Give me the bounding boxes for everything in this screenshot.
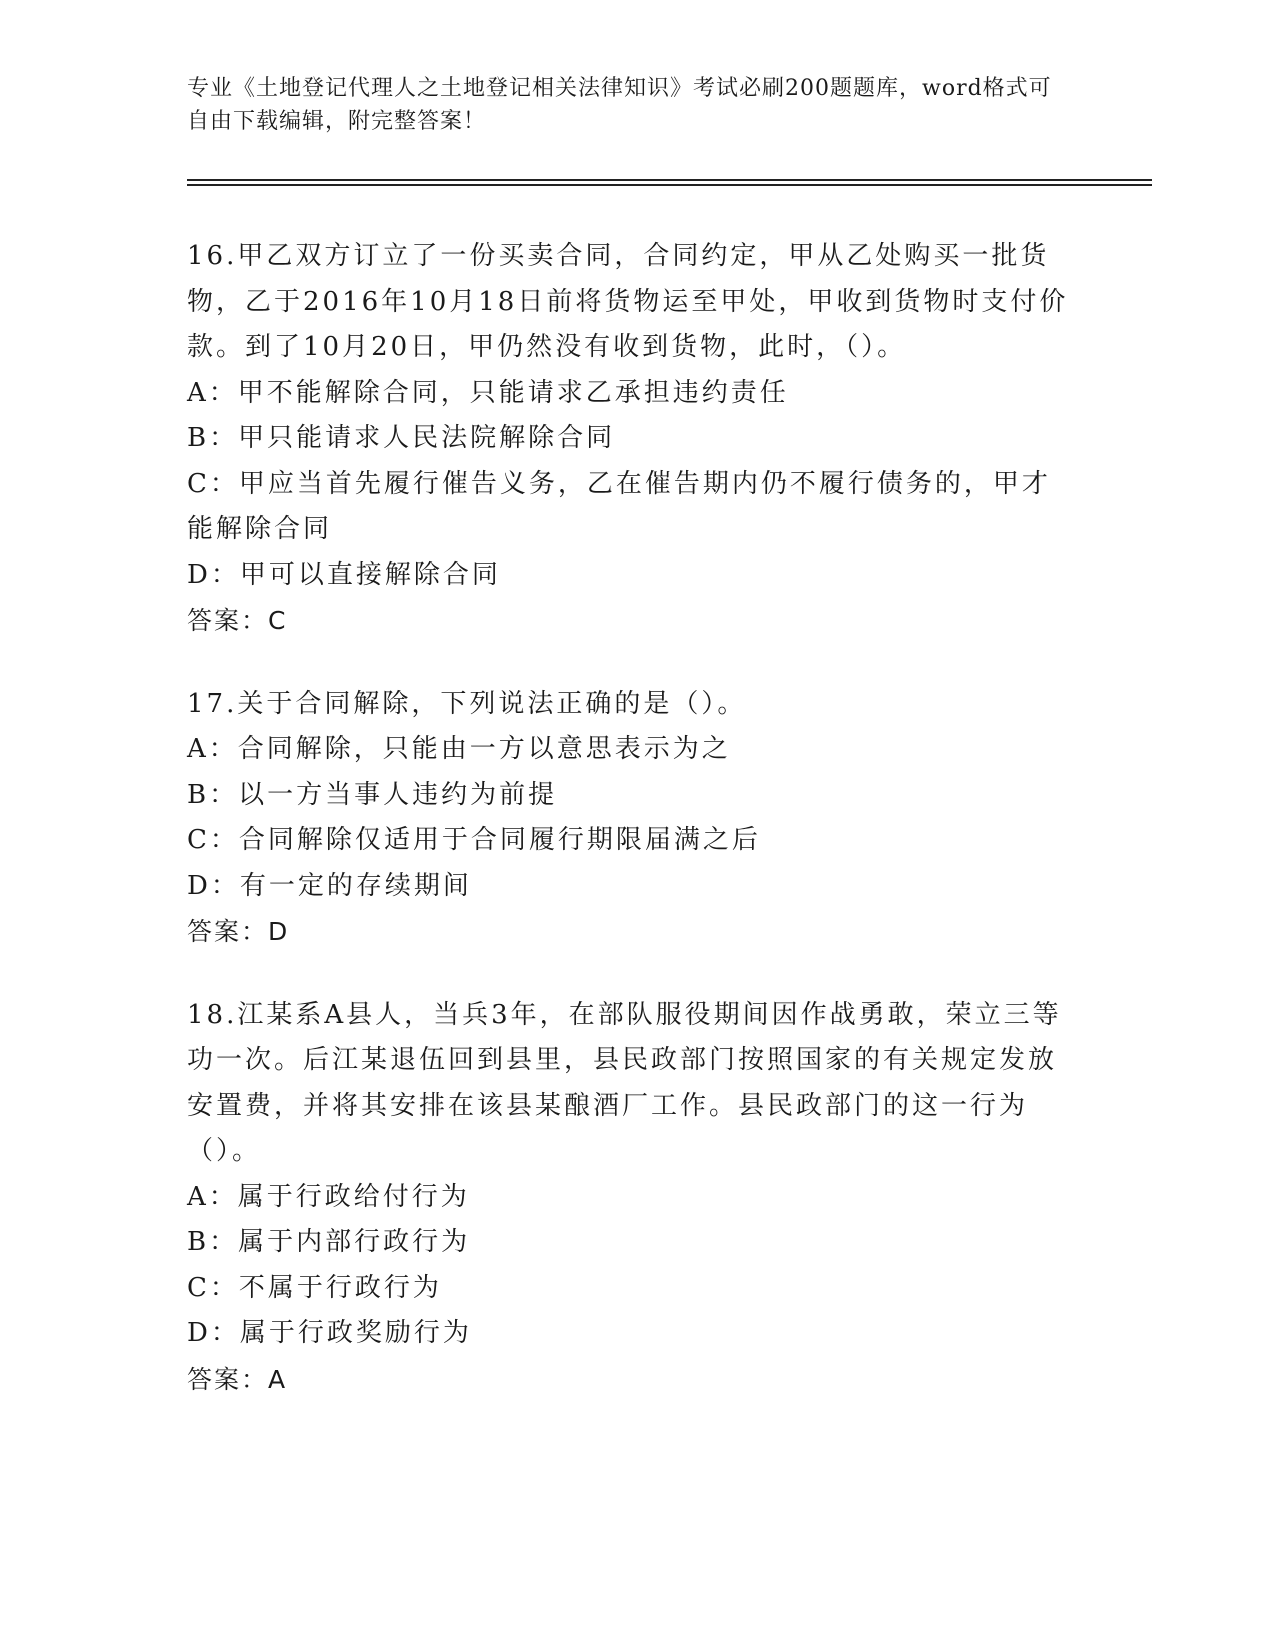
- question-18: [187, 993, 1077, 1403]
- question-list: [187, 234, 1077, 1440]
- option-b: B：以一方当事人违约为前提: [187, 779, 558, 810]
- option-d: D：属于行政奖励行为: [187, 1318, 472, 1348]
- option-d: D：甲可以直接解除合同: [187, 559, 501, 590]
- option-a: A：甲不能解除合同，只能请求乙承担违约责任: [187, 377, 789, 408]
- option-b: B：甲只能请求人民法院解除合同: [187, 423, 616, 453]
- option-c: C：甲应当首先履行催告义务，乙在催告期内仍不履行债务的，甲才能解除合同: [187, 468, 1051, 544]
- question-text: 17.关于合同解除，下列说法正确的是（）。: [187, 688, 747, 719]
- answer: 答案：C: [187, 606, 288, 635]
- header-rule-top: [187, 179, 1152, 181]
- option-b: B：属于内部行政行为: [187, 1227, 471, 1257]
- option-a: A：属于行政给付行为: [187, 1181, 470, 1212]
- option-d: D：有一定的存续期间: [187, 870, 472, 901]
- question-17: [187, 682, 1077, 955]
- option-a: A：合同解除，只能由一方以意思表示为之: [187, 734, 731, 764]
- question-text: 16.甲乙双方订立了一份买卖合同，合同约定，甲从乙处购买一批货物，乙于2016年10月18日前将货物运至甲处，甲收到货物时支付价款。到了10月20日，甲仍然没有收到货物，此时，（）。: [187, 241, 1069, 362]
- question-text: 18.江某系A县人，当兵3年，在部队服役期间因作战勇敢，荣立三等功一次。后江某退伍回到县里，县民政部门按照国家的有关规定发放安置费，并将其安排在该县某酿酒厂工作。县民政部门的这一行为（）。: [187, 999, 1062, 1166]
- document-header: 专业《土地登记代理人之土地登记相关法律知识》考试必刷200题题库，word格式可自由下载编辑，附完整答案！: [187, 76, 1052, 134]
- header-rule-bottom: [187, 184, 1152, 186]
- option-c: C：合同解除仅适用于合同履行期限届满之后: [187, 825, 761, 855]
- option-c: C：不属于行政行为: [187, 1272, 442, 1303]
- question-16: [187, 234, 1077, 644]
- answer: 答案：A: [187, 1364, 288, 1394]
- answer: 答案：D: [187, 917, 290, 946]
